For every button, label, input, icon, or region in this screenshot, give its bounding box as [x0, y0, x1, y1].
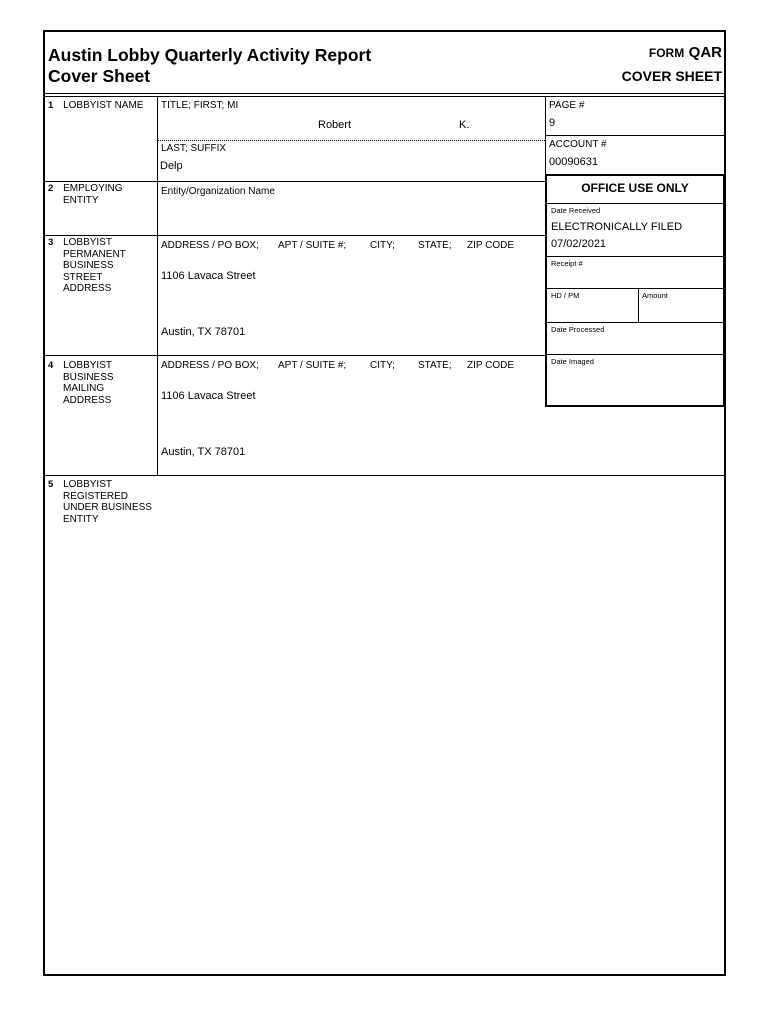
- page-number-label: PAGE #: [549, 100, 585, 111]
- receipt-label: Receipt #: [551, 259, 583, 268]
- section-4-label: 4 LOBBYIST BUSINESS MAILING ADDRESS: [48, 360, 114, 406]
- s4-zip-label: ZIP CODE: [467, 360, 515, 371]
- section-3-divider: [44, 355, 545, 356]
- receipt-divider: [547, 288, 723, 289]
- section-2-divider: [44, 235, 545, 236]
- s3-apt-label: APT / SUITE #;: [278, 240, 347, 251]
- office-use-box: [545, 174, 725, 407]
- section-5-label: 5 LOBBYIST REGISTERED UNDER BUSINESS ENTITY: [48, 479, 152, 525]
- s4-apt-label: APT / SUITE #;: [278, 360, 347, 371]
- filed-date: 07/02/2021: [551, 238, 607, 250]
- s4-city-label: CITY;: [370, 360, 395, 371]
- s4-state-label: STATE;: [418, 360, 452, 371]
- office-use-title: OFFICE USE ONLY: [581, 181, 689, 195]
- hd-divider: [547, 322, 723, 323]
- entity-name-label: Entity/Organization Name: [161, 186, 275, 197]
- hd-amount-divider: [638, 288, 639, 322]
- page-account-divider: [545, 135, 725, 136]
- filed-status: ELECTRONICALLY FILED: [551, 221, 683, 233]
- office-title-divider: [547, 203, 723, 204]
- s4-address-label: ADDRESS / PO BOX;: [161, 360, 259, 371]
- s3-city-label: CITY;: [370, 240, 395, 251]
- s3-street: 1106 Lavaca Street: [161, 270, 256, 282]
- account-number-label: ACCOUNT #: [549, 139, 607, 150]
- date-received-divider: [547, 256, 723, 257]
- s3-zip-label: ZIP CODE: [467, 240, 515, 251]
- date-imaged-label: Date Imaged: [551, 357, 594, 366]
- page-number: 9: [549, 117, 556, 129]
- s3-state-label: STATE;: [418, 240, 452, 251]
- s3-address-label: ADDRESS / PO BOX;: [161, 240, 259, 251]
- processed-divider: [547, 354, 723, 355]
- form-code: QAR: [688, 44, 722, 61]
- side-panel-divider: [545, 97, 546, 175]
- first-name: Robert: [318, 119, 352, 131]
- report-subtitle: Cover Sheet: [48, 66, 151, 86]
- s4-street: 1106 Lavaca Street: [161, 390, 256, 402]
- label-column-divider: [157, 97, 158, 475]
- section-1-divider: [44, 181, 545, 182]
- amount-label: Amount: [642, 291, 668, 300]
- cover-sheet-label: COVER SHEET: [621, 68, 722, 84]
- form-label: FORM: [648, 46, 685, 60]
- header-rule-bottom: [44, 96, 725, 97]
- date-processed-label: Date Processed: [551, 325, 605, 334]
- last-name: Delp: [160, 160, 183, 172]
- last-suffix-label: LAST; SUFFIX: [161, 143, 227, 154]
- header-rule-top: [44, 93, 725, 94]
- s3-city-state-zip: Austin, TX 78701: [161, 326, 246, 338]
- s4-city-state-zip: Austin, TX 78701: [161, 446, 246, 458]
- section-1-label: 1 LOBBYIST NAME: [48, 100, 144, 111]
- section-3-label: 3 LOBBYIST PERMANENT BUSINESS STREET ADDRESS: [48, 237, 126, 294]
- section-2-label: 2 EMPLOYING ENTITY: [48, 183, 123, 206]
- hd-pm-label: HD / PM: [551, 291, 580, 300]
- name-dotted-divider: [158, 140, 545, 141]
- date-received-label: Date Received: [551, 206, 601, 215]
- section-4-divider: [44, 475, 725, 476]
- report-title: Austin Lobby Quarterly Activity Report: [48, 45, 372, 65]
- account-number: 00090631: [549, 156, 598, 168]
- middle-initial: K.: [459, 119, 470, 131]
- title-first-mi-label: TITLE; FIRST; MI: [161, 100, 239, 111]
- form-code-block: [649, 44, 722, 62]
